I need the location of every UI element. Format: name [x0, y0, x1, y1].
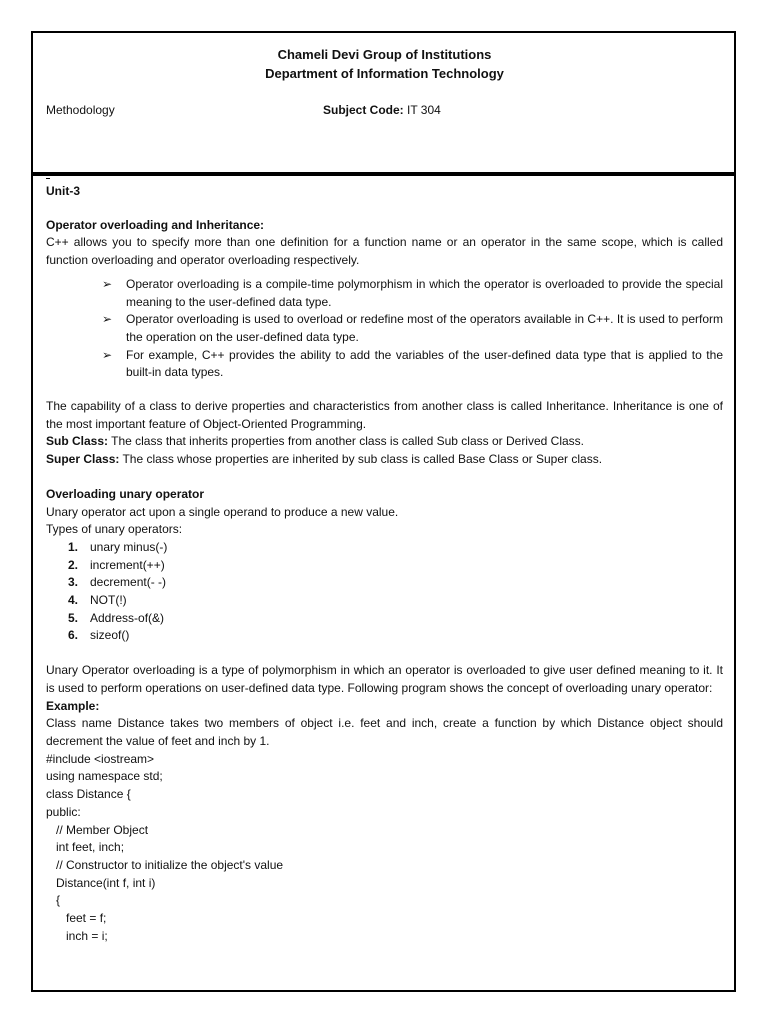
code-line: using namespace std;	[46, 769, 163, 784]
code-line: int feet, inch;	[46, 840, 125, 855]
item-number: 2.	[68, 557, 79, 572]
code-line: inch = i;	[46, 928, 108, 943]
code-line: {	[46, 893, 61, 908]
institution-title: Chameli Devi Group of Institutions	[277, 47, 492, 62]
list-item	[102, 276, 723, 311]
department-title: Department of Information Technology	[265, 66, 504, 81]
section-heading-unary: Overloading unary operator	[46, 486, 205, 501]
intro-paragraph: C++ allows you to specify more than one definition for a function name or an operator in the same scope, which is called function overloading and operator overloading respectively.	[46, 235, 723, 268]
unary-line-2: Types of unary operators:	[46, 522, 183, 537]
code-line: #include <iostream>	[46, 751, 155, 766]
sub-class-definition	[46, 433, 723, 451]
section-heading-operator-overloading: Operator overloading and Inheritance:	[46, 217, 265, 232]
inheritance-paragraph: The capability of a class to derive properties and characteristics from another class is called Inheritance. Inheritance is one of the most important feature of Object-Oriented Programming.	[46, 399, 723, 431]
unit-heading: Unit-3	[46, 184, 80, 198]
item-text: unary minus(-)	[90, 539, 168, 554]
code-line: public:	[46, 804, 81, 819]
list-item	[68, 627, 723, 645]
super-class-text: The class whose properties are inherited by sub class is called Base Class or Super class.	[119, 452, 603, 467]
list-item	[68, 539, 723, 557]
list-item	[68, 557, 723, 575]
unary-line-1: Unary operator act upon a single operand to produce a new value.	[46, 504, 399, 519]
code-listing	[46, 751, 723, 946]
subject-code-label: Subject Code:	[323, 103, 404, 117]
unary-operator-list	[46, 539, 723, 645]
item-number: 5.	[68, 610, 79, 625]
bullet-list	[46, 276, 723, 382]
code-line: feet = f;	[46, 911, 107, 926]
example-description: Class name Distance takes two members of object i.e. feet and inch, create a function by which Distance object should decrement the value of feet and inch by 1.	[46, 716, 723, 748]
item-text: Address-of(&)	[90, 610, 165, 625]
item-number: 6.	[68, 628, 79, 643]
sub-class-label: Sub Class:	[46, 434, 109, 449]
super-class-label: Super Class:	[46, 452, 120, 467]
example-label: Example:	[46, 698, 100, 713]
code-line: // Member Object	[46, 822, 149, 837]
item-number: 3.	[68, 575, 79, 590]
list-item	[102, 347, 723, 382]
code-line: // Constructor to initialize the object's value	[46, 857, 284, 872]
item-text: increment(++)	[90, 557, 165, 572]
bullet-text: Operator overloading is used to overload or redefine most of the operators available in C++. It is used to perform the operation on the user-defined data type.	[126, 312, 723, 344]
code-line: class Distance {	[46, 787, 131, 802]
header-divider	[33, 172, 736, 176]
sub-class-text: The class that inherits properties from another class is called Sub class or Derived Class.	[108, 434, 584, 449]
list-item	[68, 610, 723, 628]
code-line: Distance(int f, int i)	[46, 875, 156, 890]
item-number: 1.	[68, 539, 79, 554]
item-text: sizeof()	[90, 628, 130, 643]
unary-overloading-paragraph: Unary Operator overloading is a type of polymorphism in which an operator is overloaded to give user defined meaning to it. It is used to perform operations on user-defined data type. Following program shows the concept of overloading unary operator:	[46, 663, 723, 695]
arrow-bullet-icon: ➢	[102, 347, 113, 362]
item-text: NOT(!)	[90, 593, 127, 608]
arrow-bullet-icon: ➢	[102, 312, 113, 327]
super-class-definition	[46, 451, 723, 469]
document-body	[46, 183, 723, 945]
document-page	[31, 31, 736, 992]
divider-tick	[46, 178, 50, 179]
item-text: decrement(- -)	[90, 575, 167, 590]
list-item	[68, 574, 723, 592]
list-item	[68, 592, 723, 610]
subject-code-value: IT 304	[403, 103, 441, 117]
bullet-text: For example, C++ provides the ability to add the variables of the user-defined data type that is applied to the built-in data types.	[126, 347, 723, 380]
methodology-label: Methodology	[46, 103, 115, 117]
arrow-bullet-icon: ➢	[102, 276, 113, 291]
list-item	[102, 311, 723, 346]
item-number: 4.	[68, 593, 79, 608]
bullet-text: Operator overloading is a compile-time polymorphism in which the operator is overloaded to provide the special meaning to the user-defined data type.	[126, 276, 723, 309]
subject-code	[323, 103, 441, 117]
